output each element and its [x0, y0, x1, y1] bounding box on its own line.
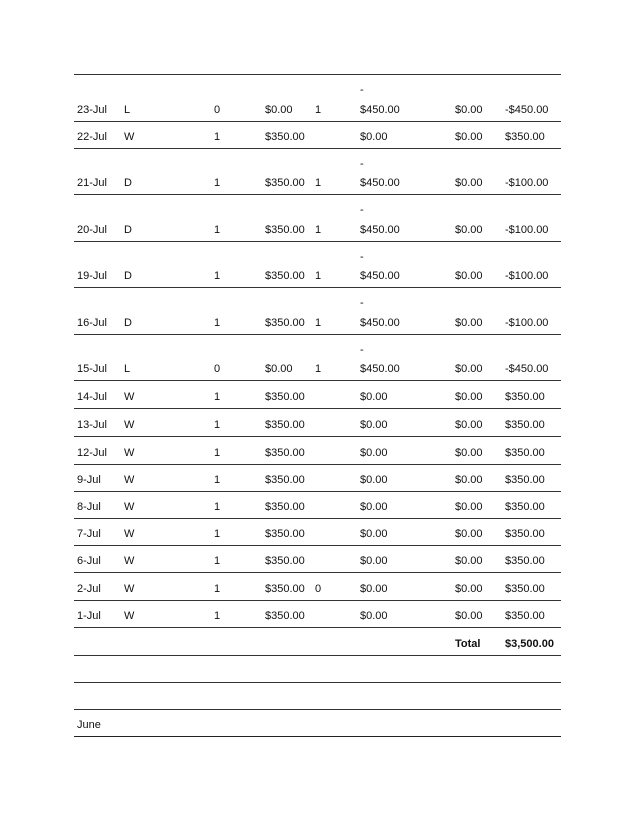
- loss-amount-cell: $0.00: [360, 473, 388, 486]
- date-cell: 19-Jul: [77, 270, 107, 283]
- table-row: [74, 573, 561, 600]
- loss-amount-cell: $0.00: [360, 528, 388, 541]
- net-amount-cell: $350.00: [505, 528, 545, 541]
- negative-sign: -: [360, 250, 364, 263]
- win-amount-cell: $350.00: [265, 223, 305, 236]
- result-cell: W: [124, 446, 135, 459]
- other-amount-cell: $0.00: [455, 316, 483, 329]
- table-row: [74, 335, 561, 382]
- net-amount-cell: $350.00: [505, 390, 545, 403]
- other-amount-cell: $0.00: [455, 363, 483, 376]
- loss-amount-cell: $450.00: [360, 363, 400, 376]
- date-cell: 2-Jul: [77, 582, 101, 595]
- result-cell: D: [124, 316, 132, 329]
- wins-cell: 1: [214, 130, 221, 143]
- losses-cell: 1: [315, 316, 322, 329]
- loss-amount-cell: $0.00: [360, 555, 388, 568]
- win-amount-cell: $350.00: [265, 500, 305, 513]
- net-amount-cell: $350.00: [505, 473, 545, 486]
- net-amount-cell: -$450.00: [505, 363, 549, 376]
- win-amount-cell: $350.00: [265, 270, 305, 283]
- date-cell: 6-Jul: [77, 555, 101, 568]
- table-row: [74, 195, 561, 242]
- table-row: [74, 288, 561, 335]
- date-cell: 9-Jul: [77, 473, 101, 486]
- wins-cell: 1: [214, 177, 221, 190]
- loss-amount-cell: $0.00: [360, 418, 388, 431]
- table-row: [74, 381, 561, 409]
- loss-amount-cell: $450.00: [360, 103, 400, 116]
- total-row: [74, 628, 561, 656]
- wins-cell: 1: [214, 582, 221, 595]
- negative-sign: -: [360, 84, 364, 96]
- net-amount-cell: $350.00: [505, 446, 545, 459]
- blank-row: [74, 656, 561, 683]
- month-label: June: [77, 719, 101, 732]
- losses-cell: 1: [315, 103, 322, 116]
- date-cell: 22-Jul: [77, 130, 107, 143]
- table-row: [74, 546, 561, 573]
- wins-cell: 1: [214, 609, 221, 622]
- date-cell: 20-Jul: [77, 223, 107, 236]
- win-amount-cell: $0.00: [265, 363, 293, 376]
- losses-cell: 1: [315, 223, 322, 236]
- ledger-rows: [74, 75, 561, 628]
- result-cell: W: [124, 555, 135, 568]
- date-cell: 16-Jul: [77, 316, 107, 329]
- table-row: [74, 465, 561, 492]
- date-cell: 8-Jul: [77, 500, 101, 513]
- wins-cell: 0: [214, 103, 221, 116]
- table-row: [74, 75, 561, 122]
- negative-sign: -: [360, 157, 364, 170]
- table-row: [74, 519, 561, 546]
- other-amount-cell: $0.00: [455, 223, 483, 236]
- wins-cell: 1: [214, 418, 221, 431]
- date-cell: 21-Jul: [77, 177, 107, 190]
- win-amount-cell: $350.00: [265, 177, 305, 190]
- net-amount-cell: -$100.00: [505, 177, 549, 190]
- net-amount-cell: $350.00: [505, 130, 545, 143]
- losses-cell: 1: [315, 177, 322, 190]
- result-cell: W: [124, 390, 135, 403]
- net-amount-cell: -$100.00: [505, 270, 549, 283]
- total-value: $3,500.00: [505, 637, 554, 650]
- wins-cell: 1: [214, 555, 221, 568]
- table-row: [74, 492, 561, 519]
- wins-cell: 0: [214, 363, 221, 376]
- other-amount-cell: $0.00: [455, 582, 483, 595]
- other-amount-cell: $0.00: [455, 528, 483, 541]
- ledger-table: [74, 74, 561, 737]
- win-amount-cell: $350.00: [265, 528, 305, 541]
- other-amount-cell: $0.00: [455, 390, 483, 403]
- other-amount-cell: $0.00: [455, 609, 483, 622]
- result-cell: D: [124, 270, 132, 283]
- other-amount-cell: $0.00: [455, 177, 483, 190]
- loss-amount-cell: $450.00: [360, 223, 400, 236]
- result-cell: D: [124, 223, 132, 236]
- wins-cell: 1: [214, 270, 221, 283]
- net-amount-cell: $350.00: [505, 582, 545, 595]
- table-row: [74, 149, 561, 196]
- table-row: [74, 122, 561, 149]
- other-amount-cell: $0.00: [455, 103, 483, 116]
- loss-amount-cell: $0.00: [360, 446, 388, 459]
- win-amount-cell: $350.00: [265, 316, 305, 329]
- win-amount-cell: $0.00: [265, 103, 293, 116]
- result-cell: W: [124, 609, 135, 622]
- wins-cell: 1: [214, 223, 221, 236]
- date-cell: 15-Jul: [77, 363, 107, 376]
- win-amount-cell: $350.00: [265, 418, 305, 431]
- loss-amount-cell: $0.00: [360, 390, 388, 403]
- win-amount-cell: $350.00: [265, 609, 305, 622]
- negative-sign: -: [360, 297, 364, 310]
- wins-cell: 1: [214, 528, 221, 541]
- result-cell: W: [124, 418, 135, 431]
- result-cell: W: [124, 582, 135, 595]
- other-amount-cell: $0.00: [455, 473, 483, 486]
- net-amount-cell: $350.00: [505, 418, 545, 431]
- losses-cell: 1: [315, 363, 322, 376]
- net-amount-cell: -$100.00: [505, 316, 549, 329]
- other-amount-cell: $0.00: [455, 555, 483, 568]
- losses-cell: 1: [315, 270, 322, 283]
- negative-sign: -: [360, 343, 364, 356]
- result-cell: W: [124, 130, 135, 143]
- wins-cell: 1: [214, 390, 221, 403]
- win-amount-cell: $350.00: [265, 473, 305, 486]
- total-label: Total: [455, 637, 481, 650]
- other-amount-cell: $0.00: [455, 130, 483, 143]
- loss-amount-cell: $0.00: [360, 582, 388, 595]
- table-row: [74, 409, 561, 437]
- wins-cell: 1: [214, 446, 221, 459]
- result-cell: W: [124, 500, 135, 513]
- win-amount-cell: $350.00: [265, 555, 305, 568]
- result-cell: L: [124, 363, 131, 376]
- wins-cell: 1: [214, 473, 221, 486]
- win-amount-cell: $350.00: [265, 446, 305, 459]
- win-amount-cell: $350.00: [265, 390, 305, 403]
- other-amount-cell: $0.00: [455, 446, 483, 459]
- table-row: [74, 242, 561, 289]
- net-amount-cell: $350.00: [505, 609, 545, 622]
- month-row: [74, 710, 561, 737]
- other-amount-cell: $0.00: [455, 270, 483, 283]
- date-cell: 13-Jul: [77, 418, 107, 431]
- date-cell: 14-Jul: [77, 390, 107, 403]
- negative-sign: -: [360, 204, 364, 217]
- loss-amount-cell: $0.00: [360, 130, 388, 143]
- other-amount-cell: $0.00: [455, 500, 483, 513]
- result-cell: W: [124, 473, 135, 486]
- loss-amount-cell: $450.00: [360, 316, 400, 329]
- wins-cell: 1: [214, 500, 221, 513]
- result-cell: W: [124, 528, 135, 541]
- other-amount-cell: $0.00: [455, 418, 483, 431]
- wins-cell: 1: [214, 316, 221, 329]
- net-amount-cell: $350.00: [505, 500, 545, 513]
- date-cell: 12-Jul: [77, 446, 107, 459]
- result-cell: D: [124, 177, 132, 190]
- date-cell: 7-Jul: [77, 528, 101, 541]
- blank-row: [74, 683, 561, 710]
- net-amount-cell: $350.00: [505, 555, 545, 568]
- loss-amount-cell: $0.00: [360, 500, 388, 513]
- loss-amount-cell: $450.00: [360, 177, 400, 190]
- table-row: [74, 437, 561, 465]
- date-cell: 23-Jul: [77, 103, 107, 116]
- table-row: [74, 601, 561, 628]
- loss-amount-cell: $450.00: [360, 270, 400, 283]
- loss-amount-cell: $0.00: [360, 609, 388, 622]
- win-amount-cell: $350.00: [265, 130, 305, 143]
- win-amount-cell: $350.00: [265, 582, 305, 595]
- result-cell: L: [124, 103, 131, 116]
- date-cell: 1-Jul: [77, 609, 101, 622]
- losses-cell: 0: [315, 582, 322, 595]
- net-amount-cell: -$450.00: [505, 103, 549, 116]
- net-amount-cell: -$100.00: [505, 223, 549, 236]
